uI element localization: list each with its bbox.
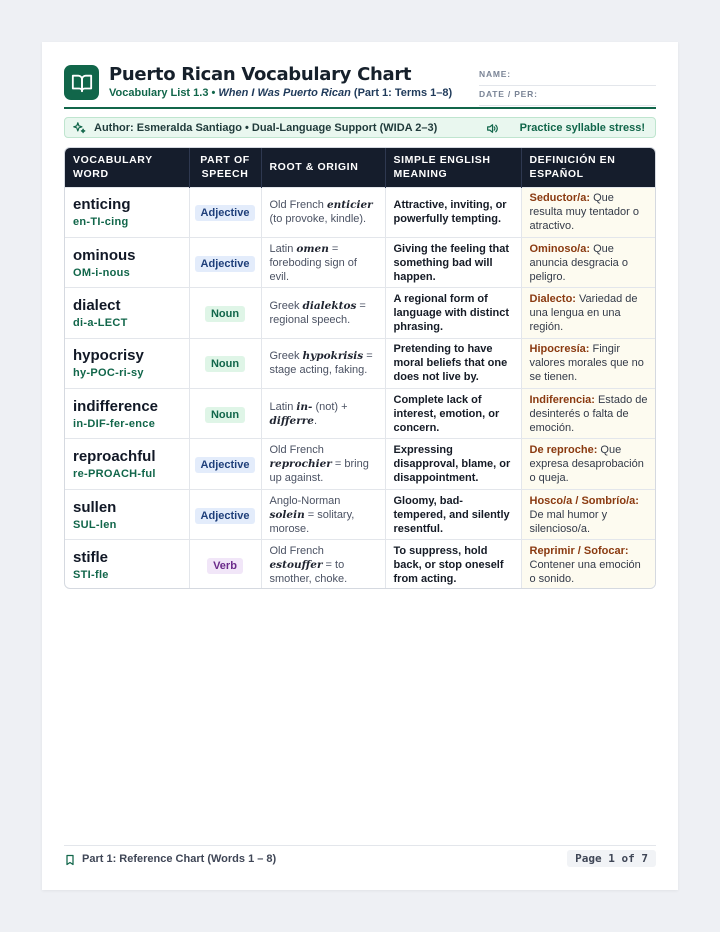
footer-divider	[64, 845, 656, 846]
header-spanish: DEFINICIÓN EN ESPAÑOL	[521, 148, 656, 187]
root-etymon: differre	[269, 414, 314, 427]
root-text: Latin	[269, 242, 297, 255]
spanish-definition	[530, 292, 650, 334]
date-label: DATE / PER:	[479, 89, 538, 99]
root-text: = solitary, morose.	[269, 508, 355, 535]
english-meaning: Complete lack of interest, emotion, or concern.	[393, 393, 500, 434]
root-etymon: estouffer	[269, 559, 323, 572]
name-field[interactable]	[479, 66, 656, 86]
spanish-text: De mal humor y silencioso/a.	[529, 508, 608, 535]
syllable-stress: STI-fle	[73, 569, 109, 582]
root-cell	[261, 288, 385, 338]
root-origin	[270, 494, 377, 536]
pos-badge: Adjective	[195, 256, 256, 272]
table-row	[65, 540, 656, 589]
table-header-row	[65, 148, 656, 187]
root-etymon: omen	[296, 242, 329, 255]
english-cell	[385, 288, 521, 338]
pos-cell	[189, 439, 261, 489]
vocab-word: hypocrisy	[73, 347, 144, 365]
root-origin	[270, 544, 377, 586]
subtitle-work: When I Was Puerto Rican	[218, 87, 351, 99]
pos-badge: Noun	[205, 356, 245, 372]
vocab-word: dialect	[73, 296, 121, 314]
spanish-definition	[530, 342, 650, 384]
spanish-cell	[521, 288, 656, 338]
syllable-stress: di-a-LECT	[73, 316, 128, 329]
root-text: Old French	[269, 199, 327, 212]
spanish-term: Indiferencia:	[529, 393, 595, 406]
spanish-cell	[521, 338, 656, 388]
word-cell	[65, 237, 189, 287]
spanish-definition	[530, 242, 650, 284]
author-text: Author: Esmeralda Santiago • Dual-Language Support (WIDA 2–3)	[94, 122, 438, 134]
vocab-word: stifle	[73, 549, 109, 567]
spanish-text: Variedad de una lengua en una región.	[529, 292, 638, 333]
english-meaning: Attractive, inviting, or powerfully tempting.	[393, 199, 507, 226]
page-subtitle	[109, 87, 452, 99]
table-row	[65, 439, 656, 489]
root-text: Greek	[269, 350, 303, 363]
root-origin	[270, 400, 377, 428]
word-cell	[65, 288, 189, 338]
root-etymon: reprochier	[269, 458, 332, 471]
spanish-cell	[521, 237, 656, 287]
pos-badge: Adjective	[195, 508, 256, 524]
root-text: = to smother, choke.	[269, 559, 348, 586]
spanish-definition	[530, 494, 650, 536]
root-text: Greek	[269, 299, 303, 312]
vocab-word: indifference	[73, 397, 159, 415]
root-cell	[261, 338, 385, 388]
pos-badge: Verb	[207, 558, 243, 574]
pos-cell	[189, 288, 261, 338]
vocab-word: ominous	[73, 246, 136, 264]
pos-badge: Noun	[205, 407, 245, 423]
syllable-stress: SUL-len	[73, 518, 117, 531]
root-text: .	[313, 414, 318, 427]
pos-cell	[189, 338, 261, 388]
spanish-term: Hipocresía:	[529, 343, 590, 356]
english-meaning: Pretending to have moral beliefs that one does not live by.	[393, 343, 508, 384]
root-origin	[270, 242, 377, 284]
word-cell	[65, 389, 189, 439]
spanish-text: Que resulta muy tentador o atractivo.	[529, 192, 639, 233]
spanish-definition	[530, 443, 650, 485]
word-cell	[65, 187, 189, 237]
spanish-text: Estado de desinterés o falta de emoción.	[529, 393, 648, 434]
root-cell	[261, 237, 385, 287]
root-etymon: in-	[296, 400, 313, 413]
vocab-word: reproachful	[73, 448, 156, 466]
word-cell	[65, 439, 189, 489]
spanish-cell	[521, 187, 656, 237]
english-cell	[385, 237, 521, 287]
stress-tip: Practice syllable stress!	[519, 122, 645, 134]
root-origin	[270, 349, 377, 377]
bookmark-icon	[64, 853, 76, 867]
header-pos: PART OF SPEECH	[189, 148, 261, 187]
table-row	[65, 237, 656, 287]
table-row	[65, 489, 656, 539]
page-number: Page 1 of 7	[567, 850, 656, 867]
header-root: ROOT & ORIGIN	[261, 148, 385, 187]
syllable-stress: OM-i-nous	[73, 266, 131, 279]
english-meaning: Expressing disapproval, blame, or disappointment.	[393, 444, 511, 485]
subtitle-part: (Part 1: Terms 1–8)	[350, 87, 453, 99]
date-field[interactable]	[479, 86, 656, 106]
root-text: Old French	[269, 545, 324, 558]
spanish-term: Hosco/a / Sombrío/a:	[529, 494, 639, 507]
table-row	[65, 288, 656, 338]
english-cell	[385, 338, 521, 388]
page-title: Puerto Rican Vocabulary Chart	[109, 64, 412, 85]
root-text: = stage acting, faking.	[269, 350, 373, 377]
sparkle-icon	[71, 121, 87, 135]
root-origin	[270, 443, 377, 485]
subtitle-list: Vocabulary List 1.3 •	[109, 87, 219, 99]
root-cell	[261, 389, 385, 439]
word-cell	[65, 338, 189, 388]
spanish-term: Seductor/a:	[529, 192, 591, 205]
root-text: Latin	[269, 400, 297, 413]
english-meaning: A regional form of language with distinct phrasing.	[393, 292, 510, 333]
syllable-stress: in-DIF-fer-ence	[73, 417, 156, 430]
spanish-term: Ominoso/a:	[529, 242, 591, 255]
open-book-icon	[71, 72, 93, 94]
root-origin	[270, 198, 377, 226]
spanish-term: Reprimir / Sofocar:	[529, 545, 629, 558]
spanish-text: Que anuncia desgracia o peligro.	[529, 242, 628, 283]
pos-badge: Adjective	[195, 205, 256, 221]
author-banner	[64, 117, 656, 138]
pos-cell	[189, 489, 261, 539]
root-cell	[261, 187, 385, 237]
english-cell	[385, 489, 521, 539]
worksheet-page	[42, 42, 678, 890]
root-text: = regional speech.	[269, 299, 366, 326]
syllable-stress: re-PROACH-ful	[73, 468, 156, 481]
spanish-definition	[530, 544, 650, 586]
word-cell	[65, 540, 189, 589]
table-row	[65, 187, 656, 237]
spanish-cell	[521, 489, 656, 539]
root-etymon: enticier	[326, 199, 373, 212]
spanish-term: De reproche:	[529, 444, 598, 457]
root-text: (not) +	[312, 400, 348, 413]
spanish-cell	[521, 439, 656, 489]
root-etymon: dialektos	[302, 299, 357, 312]
root-origin	[270, 299, 377, 327]
pos-cell	[189, 187, 261, 237]
root-etymon: solein	[269, 508, 305, 521]
english-cell	[385, 540, 521, 589]
logo	[64, 65, 99, 100]
root-text: Old French	[269, 444, 324, 457]
table-row	[65, 338, 656, 388]
root-text: = bring up against.	[269, 458, 369, 485]
pos-cell	[189, 237, 261, 287]
english-cell	[385, 187, 521, 237]
table-row	[65, 389, 656, 439]
spanish-cell	[521, 540, 656, 589]
spanish-definition	[530, 191, 650, 233]
pos-badge: Adjective	[195, 457, 256, 473]
spanish-text: Fingir valores morales que no se tienen.	[529, 343, 644, 384]
footer-section-label: Part 1: Reference Chart (Words 1 – 8)	[82, 853, 277, 865]
root-cell	[261, 439, 385, 489]
pos-cell	[189, 389, 261, 439]
name-label: NAME:	[479, 69, 511, 79]
root-text: = foreboding sign of evil.	[269, 242, 357, 283]
vocab-word: enticing	[73, 196, 131, 214]
english-meaning: To suppress, hold back, or stop oneself from acting.	[393, 545, 504, 586]
word-cell	[65, 489, 189, 539]
header-word: VOCABULARY WORD	[65, 148, 189, 187]
speaker-icon	[485, 122, 499, 135]
syllable-stress: hy-POC-ri-sy	[73, 367, 144, 380]
root-text: (to provoke, kindle).	[269, 213, 367, 226]
spanish-text: Contener una emoción o sonido.	[529, 559, 641, 586]
vocabulary-table	[64, 147, 656, 589]
vocab-word: sullen	[73, 498, 117, 516]
spanish-text: Que expresa desaprobación o queja.	[529, 444, 644, 485]
spanish-term: Dialecto:	[529, 292, 576, 305]
pos-badge: Noun	[205, 306, 245, 322]
header-english: SIMPLE ENGLISH MEANING	[385, 148, 521, 187]
root-etymon: hypokrisis	[302, 350, 364, 363]
english-cell	[385, 389, 521, 439]
header-divider	[64, 107, 656, 109]
root-cell	[261, 489, 385, 539]
root-text: Anglo-Norman	[269, 494, 341, 507]
syllable-stress: en-TI-cing	[73, 216, 129, 229]
spanish-cell	[521, 389, 656, 439]
root-cell	[261, 540, 385, 589]
english-meaning: Giving the feeling that something bad will happen.	[393, 242, 510, 283]
pos-cell	[189, 540, 261, 589]
english-meaning: Gloomy, bad-tempered, and silently resentful.	[393, 494, 510, 535]
spanish-definition	[530, 393, 650, 435]
english-cell	[385, 439, 521, 489]
student-info	[479, 66, 656, 106]
